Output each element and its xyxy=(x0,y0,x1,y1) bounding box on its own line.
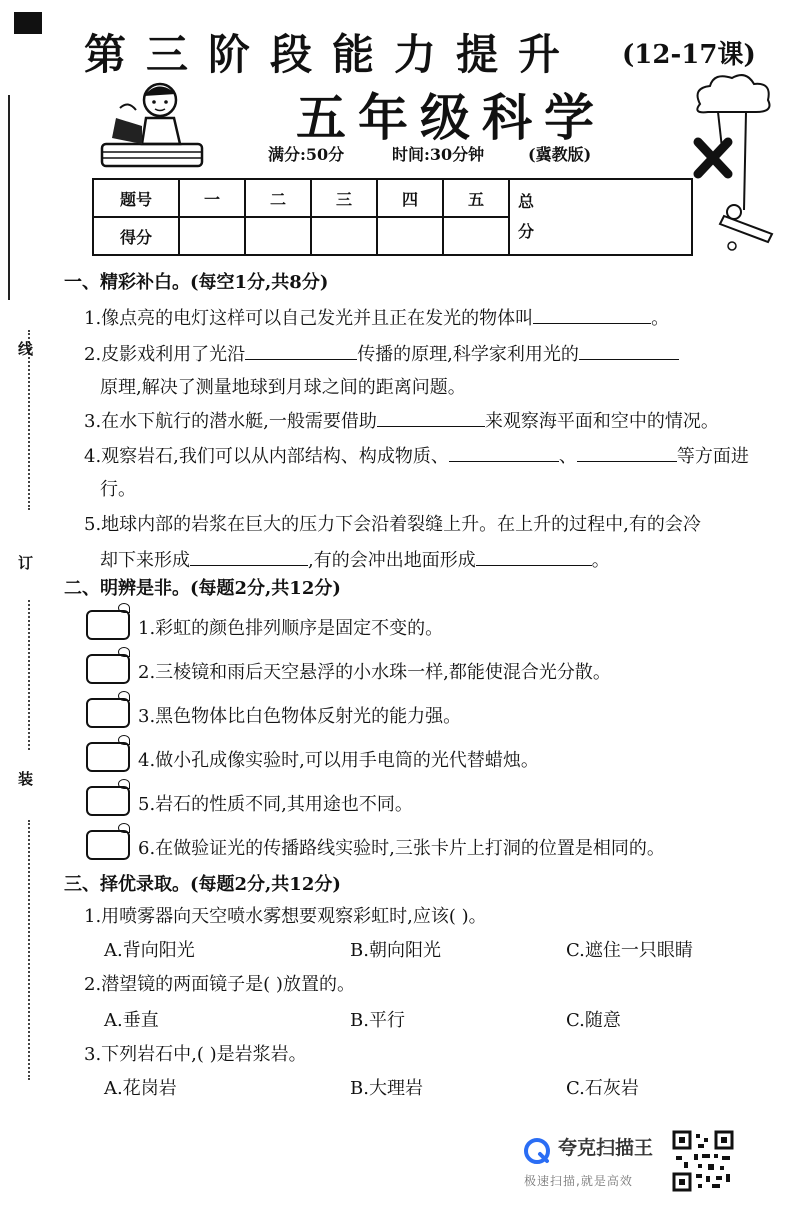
mc-option[interactable]: B.平行 xyxy=(350,1010,405,1031)
scanner-logo-icon xyxy=(522,1136,552,1166)
answer-blank[interactable] xyxy=(449,443,559,462)
mc-option[interactable]: A.垂直 xyxy=(104,1010,159,1031)
answer-blank[interactable] xyxy=(533,305,651,324)
score-cell[interactable] xyxy=(245,217,311,255)
mc-option[interactable]: B.朝向阳光 xyxy=(350,940,441,961)
margin-dotted-line xyxy=(28,600,32,750)
tf-item-5: 5.岩石的性质不同,其用途也不同。 xyxy=(138,794,413,815)
qr-code-icon[interactable] xyxy=(672,1130,734,1192)
answer-blank[interactable] xyxy=(577,443,677,462)
tf-item-2: 2.三棱镜和雨后天空悬浮的小水珠一样,都能使混合光分散。 xyxy=(138,662,611,683)
score-cell[interactable] xyxy=(179,217,245,255)
tf-item-1: 1.彩虹的颜色排列顺序是固定不变的。 xyxy=(138,618,444,639)
mc-option[interactable]: A.背向阳光 xyxy=(104,940,195,961)
column-header: 四 xyxy=(377,179,443,217)
column-header: 二 xyxy=(245,179,311,217)
column-header: 三 xyxy=(311,179,377,217)
margin-binding-line xyxy=(8,95,10,300)
answer-box[interactable] xyxy=(86,742,130,772)
cloud-balance-illustration xyxy=(688,70,778,260)
margin-black-mark xyxy=(14,12,42,34)
mc-option[interactable]: B.大理岩 xyxy=(350,1078,423,1099)
section3-heading: 三、择优录取。(每题2分,共12分) xyxy=(64,874,341,895)
edition: (冀教版) xyxy=(528,145,592,164)
answer-blank[interactable] xyxy=(377,408,485,427)
score-cell[interactable] xyxy=(377,217,443,255)
tf-item-3: 3.黑色物体比白色物体反射光的能力强。 xyxy=(138,706,462,727)
scanner-slogan: 极速扫描,就是高效 xyxy=(524,1174,633,1188)
s1-question-3: 3.在水下航行的潜水艇,一般需要借助 来观察海平面和空中的情况。 xyxy=(84,407,719,433)
mc-option[interactable]: C.遮住一只眼睛 xyxy=(566,940,693,961)
lesson-range: (12-17课) xyxy=(622,40,756,70)
mc-option[interactable]: C.石灰岩 xyxy=(566,1078,639,1099)
mc-option[interactable]: C.随意 xyxy=(566,1010,621,1031)
margin-char-zhuang: 装 xyxy=(18,770,34,788)
column-header: 五 xyxy=(443,179,509,217)
full-score: 满分:50分 xyxy=(268,145,345,164)
answer-blank[interactable] xyxy=(476,547,592,566)
mc-question-1: 1.用喷雾器向天空喷水雾想要观察彩虹时,应该( )。 xyxy=(84,906,487,927)
s1-question-2: 2.皮影戏利用了光沿 传播的原理,科学家利用光的 xyxy=(84,340,679,366)
score-cell[interactable] xyxy=(443,217,509,255)
answer-box[interactable] xyxy=(86,610,130,640)
answer-box[interactable] xyxy=(86,654,130,684)
mc-question-2: 2.潜望镜的两面镜子是( )放置的。 xyxy=(84,974,355,995)
margin-char-ding: 订 xyxy=(18,554,34,572)
answer-blank[interactable] xyxy=(579,341,679,360)
margin-char-xian: 线 xyxy=(18,340,34,358)
section1-heading: 一、精彩补白。(每空1分,共8分) xyxy=(64,272,329,293)
score-label: 得分 xyxy=(93,217,179,255)
tf-item-4: 4.做小孔成像实验时,可以用手电筒的光代替蜡烛。 xyxy=(138,750,539,771)
total-label-top: 总 xyxy=(518,192,535,211)
s1-question-4-cont: 行。 xyxy=(100,479,136,500)
subject-title: 五年级科学 xyxy=(296,88,606,147)
scanner-brand: 夸克扫描王 xyxy=(558,1137,654,1159)
tf-item-6: 6.在做验证光的传播路线实验时,三张卡片上打洞的位置是相同的。 xyxy=(138,838,665,859)
s1-question-1: 1.像点亮的电灯这样可以自己发光并且正在发光的物体叫 。 xyxy=(84,304,669,330)
boy-reading-illustration xyxy=(98,78,208,178)
column-header: 一 xyxy=(179,179,245,217)
answer-box[interactable] xyxy=(86,830,130,860)
total-score-cell xyxy=(509,179,692,255)
section2-heading: 二、明辨是非。(每题2分,共12分) xyxy=(64,578,341,599)
answer-blank[interactable] xyxy=(245,341,357,360)
page-title: 第三阶段能力提升 xyxy=(84,30,581,79)
s1-question-4: 4.观察岩石,我们可以从内部结构、构成物质、 、 等方面进 xyxy=(84,442,749,468)
answer-blank[interactable] xyxy=(190,547,308,566)
exam-time: 时间:30分钟 xyxy=(392,145,485,164)
s1-question-5-cont: 却下来形成 ,有的会冲出地面形成 。 xyxy=(100,546,610,572)
margin-dotted-line xyxy=(28,820,32,1080)
s1-question-2-cont: 原理,解决了测量地球到月球之间的距离问题。 xyxy=(100,377,466,398)
mc-question-3: 3.下列岩石中,( )是岩浆岩。 xyxy=(84,1044,307,1065)
score-table xyxy=(92,178,693,256)
answer-box[interactable] xyxy=(86,786,130,816)
total-label-bottom: 分 xyxy=(518,222,535,241)
mc-option[interactable]: A.花岗岩 xyxy=(104,1078,177,1099)
question-number-label: 题号 xyxy=(93,179,179,217)
answer-box[interactable] xyxy=(86,698,130,728)
score-cell[interactable] xyxy=(311,217,377,255)
s1-question-5: 5.地球内部的岩浆在巨大的压力下会沿着裂缝上升。在上升的过程中,有的会冷 xyxy=(84,514,701,535)
